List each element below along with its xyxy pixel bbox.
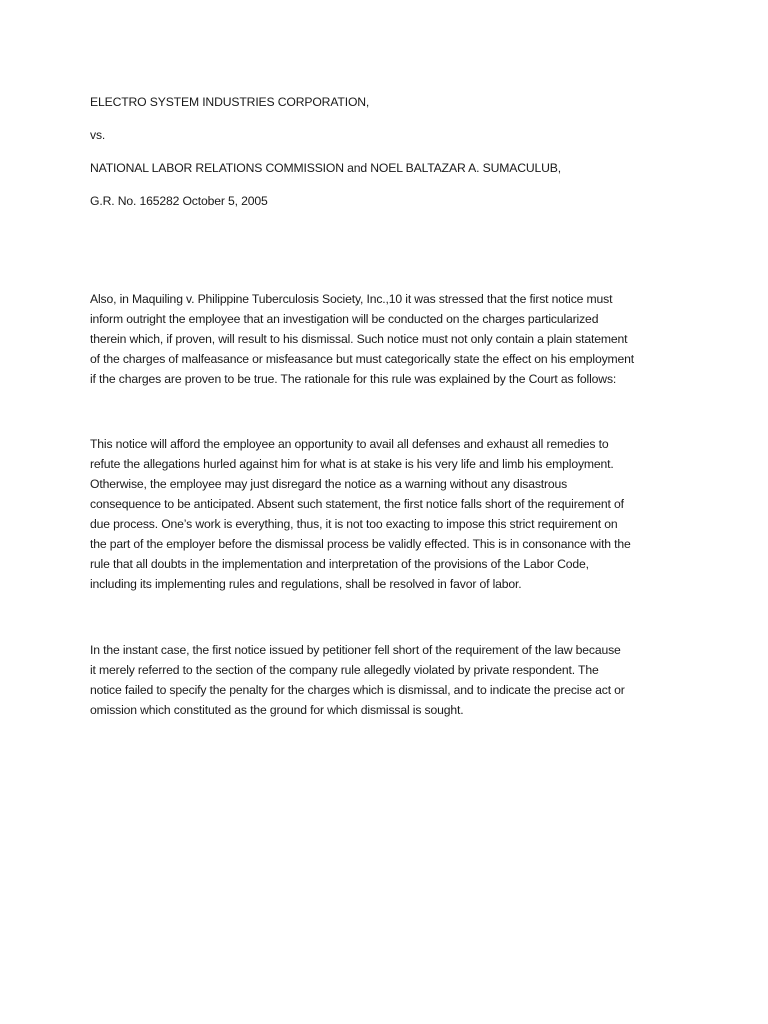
paragraph-line: Also, in Maquiling v. Philippine Tuberculosis Society, Inc.,10 it was stressed that the first notice must: [90, 292, 613, 306]
paragraph-line: notice failed to specify the penalty for the charges which is dismissal, and to indicate the precise act or: [90, 683, 625, 697]
paragraph-1: [90, 289, 680, 389]
paragraph-line: due process. One’s work is everything, thus, it is not too exacting to impose this strict requirement on: [90, 517, 618, 531]
paragraph-line: it merely referred to the section of the company rule allegedly violated by private respondent. The: [90, 663, 599, 677]
paragraph-2: [90, 434, 680, 594]
respondents-line: NATIONAL LABOR RELATIONS COMMISSION and NOEL BALTAZAR A. SUMACULUB,: [90, 161, 562, 175]
versus-line: vs.: [90, 128, 106, 142]
paragraph-line: refute the allegations hurled against him for what is at stake is his very life and limb his employment.: [90, 457, 614, 471]
paragraph-line: consequence to be anticipated. Absent such statement, the first notice falls short of the requirement of: [90, 497, 624, 511]
case-number-line: G.R. No. 165282 October 5, 2005: [90, 194, 268, 208]
paragraph-line: Otherwise, the employee may just disregard the notice as a warning without any disastrous: [90, 477, 568, 491]
paragraph-line: including its implementing rules and regulations, shall be resolved in favor of labor.: [90, 577, 522, 591]
paragraph-line: if the charges are proven to be true. The rationale for this rule was explained by the Court as follows:: [90, 372, 617, 386]
paragraph-line: In the instant case, the first notice issued by petitioner fell short of the requirement of the law because: [90, 643, 621, 657]
paragraph-3: [90, 640, 680, 720]
paragraph-line: This notice will afford the employee an opportunity to avail all defenses and exhaust all remedies to: [90, 437, 609, 451]
paragraph-line: the part of the employer before the dismissal process be validly effected. This is in consonance with the: [90, 537, 631, 551]
paragraph-line: rule that all doubts in the implementation and interpretation of the provisions of the Labor Code,: [90, 557, 589, 571]
paragraph-line: omission which constituted as the ground for which dismissal is sought.: [90, 703, 464, 717]
paragraph-line: of the charges of malfeasance or misfeasance but must categorically state the effect on his employment: [90, 352, 635, 366]
paragraph-line: therein which, if proven, will result to his dismissal. Such notice must not only contain a plain statement: [90, 332, 628, 346]
paragraph-line: inform outright the employee that an investigation will be conducted on the charges particularized: [90, 312, 599, 326]
petitioner-line: ELECTRO SYSTEM INDUSTRIES CORPORATION,: [90, 95, 370, 109]
